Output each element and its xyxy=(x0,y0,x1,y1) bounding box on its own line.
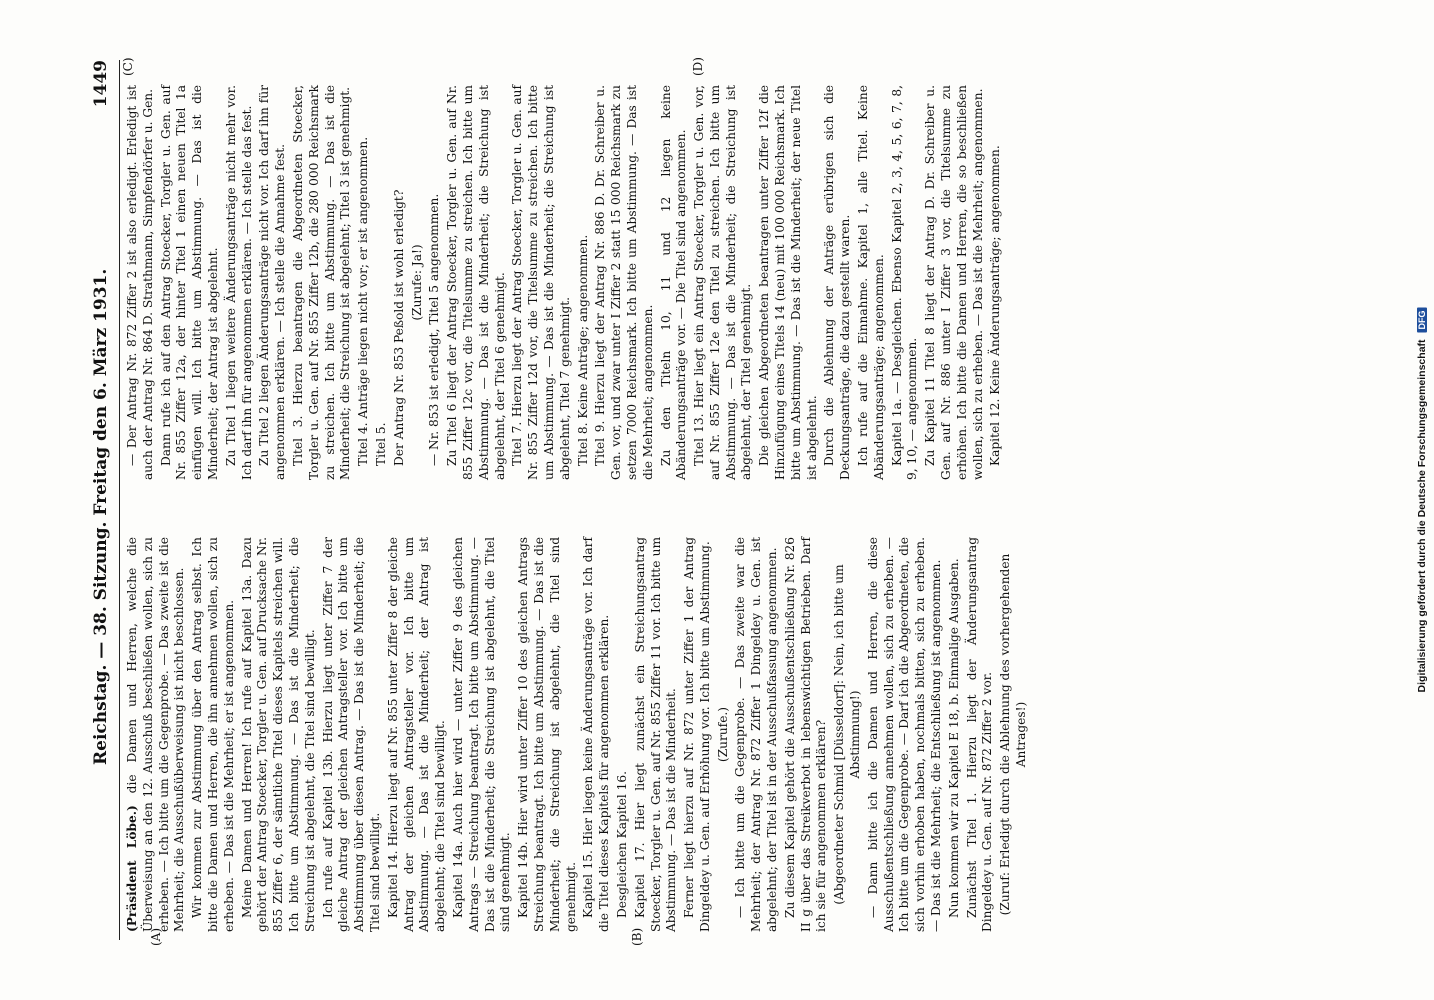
paragraph xyxy=(615,537,631,932)
paragraph xyxy=(633,537,680,932)
paragraph-text: Kapitel 1a. — Desgleichen. Ebenso Kapitel 2, 3, 4, 5, 6, 7, 8, 9, 10, — angenommen. xyxy=(889,85,920,480)
paragraph xyxy=(947,537,963,932)
paragraph-text: (Abgeordneter Schmid [Düsseldorf]: Nein, ich bitte um Abstimmung!) xyxy=(832,564,863,905)
paragraph xyxy=(224,85,256,480)
paragraph-text: (Zurufe: Ja!) xyxy=(409,244,424,321)
paragraph-text: Titel 4. Anträge liegen nicht vor; er ist angenommen. xyxy=(356,136,371,466)
page-header xyxy=(85,60,120,940)
paragraph-text: (Zuruf: Erledigt durch die Ablehnung des vorhergehenden Antrages!) xyxy=(998,553,1029,916)
paragraph xyxy=(510,85,573,480)
left-column xyxy=(125,537,1032,932)
paragraph-text: Ich rufe auf die Einnahme. Kapitel 1, alle Titel. Keine Abänderungsanträge; angenommen. xyxy=(856,85,886,480)
paragraph-text: (Zurufe.) xyxy=(715,706,730,763)
paragraph-text: Wir kommen zur Abstimmung über den Antrag selbst. Ich bitte die Damen und Herren, die ihn annehmen wollen, sich zu erheben. — Das ist die Mehrheit; er ist angenommen. xyxy=(190,537,236,932)
paragraph xyxy=(427,85,443,480)
running-title: Reichstag. — 38. Sitzung. Freitag den 6. März 1931. xyxy=(91,268,111,765)
margin-marker-d: (D) xyxy=(691,57,705,76)
paragraph xyxy=(998,537,1030,932)
paragraph-text: Zu Titel 2 liegen Änderungsanträge nicht vor. Ich darf ihn für angenommen erklären. — Ich stelle die Annahme fest. xyxy=(257,85,288,480)
paragraph xyxy=(392,85,408,480)
paragraph-text: Kapitel 17. Hier liegt zunächst ein Streichungsantrag Stoecker, Torgler u. Gen. auf Nr. 855 Ziffer 11 vor. Ich bitte um Abstimmung. — Das ist die Minderheit. xyxy=(632,537,679,932)
dfg-logo: DFG xyxy=(1417,308,1427,333)
paragraph xyxy=(716,537,732,932)
paragraph-text: Ferner liegt hierzu auf Nr. 872 unter Ziffer 1 der Antrag Dingeldey u. Gen. auf Erhöhung vor. Ich bitte um Abstimmung. xyxy=(682,537,712,932)
paragraph-text: Titel 8. Keine Anträge; angenommen. xyxy=(575,234,590,466)
margin-marker-a: (A) xyxy=(149,927,163,946)
paragraph-text: Zunächst Titel 1. Hierzu liegt der Änderungsantrag Dingeldey u. Gen. auf Nr. 872 Ziffer 2 vor. xyxy=(964,537,995,932)
digitization-credit xyxy=(1416,308,1428,693)
paragraph-text: Titel 9. Hierzu liegt der Antrag Nr. 886 D. Dr. Schreiber u. Gen. vor, und zwar unter I Ziffer 2 statt 15 000 Reichsmark zu setzen 7000 Reichsmark. Ich bitte um Abstimmung. — Das ist die Mehrheit; angenommen. xyxy=(593,85,655,480)
paragraph xyxy=(190,537,237,932)
paragraph xyxy=(733,537,780,932)
paragraph xyxy=(257,85,289,480)
paragraph xyxy=(593,85,656,480)
paragraph xyxy=(451,537,514,932)
paragraph-text: Nun kommen wir zu Kapitel E 18, b. Einmalige Ausgaben. xyxy=(946,558,961,918)
paragraph-text: — Dann bitte ich die Damen und Herren, die diese Ausschußentschließung annehmen wollen, sich zu erheben. — Ich bitte um die Gegenprobe. — Darf ich die Abgeordneten, die sich vorhin erhoben haben, nochmals bitten, sich zu erheben. — Das ist die Mehrheit; die Entschließung ist angenommen. xyxy=(865,537,944,932)
paragraph xyxy=(965,537,997,932)
paragraph xyxy=(822,85,854,480)
paragraph-text: Titel 13. Hier liegt ein Antrag Stoecker, Torgler u. Gen. vor, auf Nr. 855 Ziffer 12e den Titel zu streichen. Ich bitte um Abstimmung. — Das ist die Minderheit; die Streichung ist abgelehnt, der Titel genehmigt. xyxy=(692,85,754,480)
paragraph xyxy=(923,85,986,480)
paragraph-text: Titel 3. Hierzu beantragen die Abgeordneten Stoecker, Torgler u. Gen. auf Nr. 855 Ziffer 12b, die 280 000 Reichsmark zu streichen. Ich bitte um Abstimmung. — Das ist die Minderheit; die Streichung ist abgelehnt; Titel 3 ist genehmigt. xyxy=(290,85,353,480)
paragraph-text: die Damen und Herren, welche die Überweisung an den 12. Ausschuß beschließen wollen, sich zu erheben. — Ich bitte um die Gegenprobe. — Das zweite ist die Mehrheit; die Ausschußüberweisung ist nicht beschlossen. xyxy=(125,537,187,932)
paragraph-text: Desgleichen Kapitel 16. xyxy=(614,771,629,918)
paragraph xyxy=(374,85,390,480)
paragraph xyxy=(516,537,579,932)
paragraph xyxy=(832,537,864,932)
paragraph-text: Zu diesem Kapitel gehört die Ausschußentschließung Nr. 826 II g über das Streikverbot in lebenswichtigen Betrieben. Darf ich sie für angenommen erklären? xyxy=(782,537,829,932)
paragraph xyxy=(240,537,319,932)
paragraph-text: Titel 5. xyxy=(373,422,388,466)
page-number: 1449 xyxy=(91,60,111,108)
paragraph xyxy=(159,85,222,480)
margin-marker-b: (B) xyxy=(630,927,644,946)
paragraph xyxy=(410,85,426,480)
paragraph-text: Kapitel 14. Hierzu liegt auf Nr. 855 unter Ziffer 8 der gleiche Antrag der gleichen Antragsteller vor. Ich bitte um Abstimmung. — Das ist die Minderheit; der Antrag ist abgelehnt; die Titel sind bewilligt. xyxy=(385,537,448,932)
paragraph-text: Der Antrag Nr. 853 Peßold ist wohl erledigt? xyxy=(391,189,406,466)
paragraph-text: Die gleichen Abgeordneten beantragen unter Ziffer 12f die Hinzufügung eines Titels 14 (neu) mit 100 000 Reichsmark. Ich bitte um Abstimmung. — Das ist die Minderheit; der neue Titel ist abgelehnt. xyxy=(757,85,819,480)
paragraph-text: Zu den Titeln 10, 11 und 12 liegen keine Abänderungsanträge vor. — Die Titel sind angenommen. xyxy=(658,85,689,480)
paragraph xyxy=(890,85,922,480)
paragraph xyxy=(321,537,384,932)
paragraph-text: Zu Titel 1 liegen weitere Änderungsanträge nicht mehr vor. Ich darf ihn für angenommen erklären. — Ich stelle das fest. xyxy=(223,85,254,480)
paragraph xyxy=(659,85,691,480)
rotated-page-content xyxy=(85,57,1430,946)
paragraph xyxy=(386,537,449,932)
paragraph-text: Kapitel 12. Keine Änderungsanträge; angenommen. xyxy=(988,145,1003,466)
paragraph-text: Zu Kapitel 11 Titel 8 liegt der Antrag D. Dr. Schreiber u. Gen. auf Nr. 886 unter I Ziffer 3 vor, die Titelsumme zu erhöhen. Ich bitte die Damen und Herren, die so beschließen wollen, sich zu erheben. — Das ist die Mehrheit; angenommen. xyxy=(923,85,985,480)
paragraph xyxy=(125,537,188,932)
paragraph-text: — Nr. 853 ist erledigt, Titel 5 angenommen. xyxy=(427,193,442,466)
paragraph-text: Ich rufe auf Kapitel 13b. Hierzu liegt unter Ziffer 7 der gleiche Antrag der gleichen Antragsteller vor. Ich bitte um Abstimmung über diesen Antrag. — Das ist die Minderheit; die Titel sind bewilligt. xyxy=(320,537,382,932)
paragraph xyxy=(125,85,157,480)
paragraph xyxy=(291,85,354,480)
paragraph xyxy=(356,85,372,480)
paragraph-text: — Der Antrag Nr. 872 Ziffer 2 ist also erledigt. Erledigt ist auch der Antrag Nr. 864 D. Strathmann, Simpfendörfer u. Gen. xyxy=(125,85,155,480)
paragraph-text: Meine Damen und Herren! Ich rufe auf Kapitel 13a. Dazu gehört der Antrag Stoecker, Torgler u. Gen. auf Drucksache Nr. 855 Ziffer 6, der sämtliche Titel dieses Kapitels streichen will. Ich bitte um Abstimmung. — Das ist die Minderheit; die Streichung ist abgelehnt, die Titel sind bewilligt. xyxy=(239,537,317,932)
paragraph-text: Kapitel 14b. Hier wird unter Ziffer 10 des gleichen Antrags Streichung beantragt. Ich bitte um Abstimmung. — Das ist die Minderheit; die Streichung ist abgelehnt, die Titel sind genehmigt. xyxy=(516,537,578,932)
paragraph xyxy=(682,537,714,932)
paragraph-text: — Ich bitte um die Gegenprobe. — Das zweite war die Mehrheit; der Antrag Nr. 872 Ziffer 1 Dingeldey u. Gen. ist abgelehnt; der Titel ist in der Ausschußfassung angenommen. xyxy=(733,537,780,932)
speaker-label: (Präsident Löbe.) xyxy=(125,805,139,932)
paragraph-text: Kapitel 14a. Auch hier wird — unter Ziffer 9 des gleichen Antrags — Streichung beantragt. Ich bitte um Abstimmung. — Das ist die Minderheit; die Streichung ist abgelehnt, die Titel sind genehmigt. xyxy=(450,537,513,932)
credit-text: Digitalisierung gefördert durch die Deutsche Forschungsgemeinschaft xyxy=(1416,339,1428,693)
paragraph-text: Titel 7. Hierzu liegt der Antrag Stoecker, Torgler u. Gen. auf Nr. 855 Ziffer 12d vor, die Titelsumme zu streichen. Ich bitte um Abstimmung. — Das ist die Minderheit; die Streichung ist abgelehnt, Titel 7 genehmigt. xyxy=(510,85,572,480)
paragraph-text: Durch die Ablehnung der Anträge erübrigen sich die Deckungsanträge, die dazu gestellt waren. xyxy=(822,85,853,480)
paragraph xyxy=(757,85,820,480)
paragraph xyxy=(581,537,613,932)
paragraph xyxy=(856,85,888,480)
paragraph xyxy=(988,85,1004,480)
paragraph xyxy=(692,85,755,480)
paragraph-text: Dann rufe ich auf den Antrag Stoecker, Torgler u. Gen. auf Nr. 855 Ziffer 12a, der hinter Titel 1 einen neuen Titel 1a einfügen will. Ich bitte um Abstimmung. — Das ist die Minderheit; der Antrag ist abgelehnt. xyxy=(158,85,220,480)
paragraph xyxy=(576,85,592,480)
paragraph xyxy=(783,537,830,932)
paragraph xyxy=(445,85,508,480)
paragraph xyxy=(866,537,945,932)
paragraph-text: Zu Titel 6 liegt der Antrag Stoecker, Torgler u. Gen. auf Nr. 855 Ziffer 12c vor, die Titelsumme zu streichen. Ich bitte um Abstimmung. — Das ist die Minderheit; die Streichung ist abgelehnt, der Titel 6 genehmigt. xyxy=(445,85,507,480)
margin-marker-c: (C) xyxy=(121,57,135,76)
paragraph-text: Kapitel 15. Hier liegen keine Änderungsanträge vor. Ich darf die Titel dieses Kapitels für angenommen erklären. xyxy=(581,537,612,932)
right-column xyxy=(125,85,1006,480)
